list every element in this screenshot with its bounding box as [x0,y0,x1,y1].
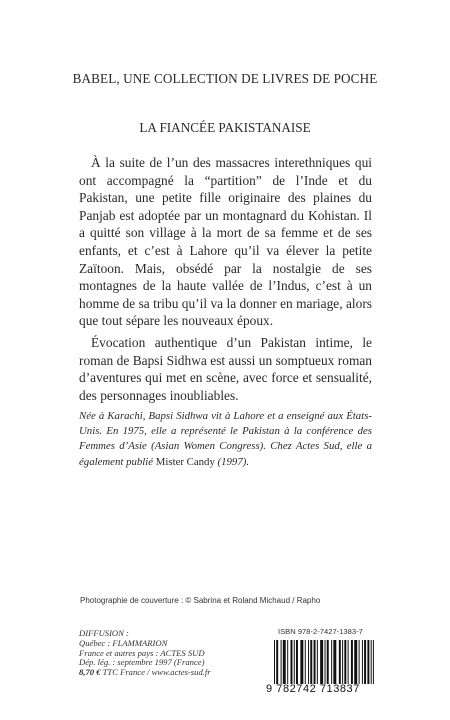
blurb-paragraph-2: Évocation authentique d’un Pakistan intime, le roman de Bapsi Sidhwa est aussi un somptueux roman d’aventures qui met en scène, avec force et sensualité, des personnages inoubliables. [79,334,372,403]
price-line [79,668,269,678]
distribution-label: DIFFUSION : [79,628,129,638]
author-bio [79,409,372,470]
price-details: TTC France / www.actes-sud.fr [100,667,211,678]
distribution-quebec: Québec : FLAMMARION [79,637,168,648]
bio-book-title: Mister Candy [155,455,215,468]
bio-text-2: (1997). [214,455,250,468]
distribution-info [79,629,269,678]
price: 8,70 € [79,667,101,678]
barcode-icon [274,640,374,684]
series-name: BABEL, UNE COLLECTION DE LIVRES DE POCHE [72,71,378,86]
isbn: ISBN 978-2-7427-1383-7 [278,627,363,636]
legal-deposit: Dép. lég. : septembre 1997 (France) [79,657,205,668]
barcode-digits: 9 782742 713837 [266,683,360,695]
bio-text-1: Née à Karachi, Bapsi Sidhwa vit à Lahore et a enseigné aux États-Unis. En 1975, elle a représenté le Pakistan à la conférence des Femmes d’Asie (Asian Women Congress). Chez Actes Sud, elle a également publié [79,410,372,468]
blurb-paragraph-1: À la suite de l’un des massacres interethniques qui ont accompagné la “partition” de l’Inde et du Pakistan, une petite fille originaire des plaines du Panjab est adoptée par un montagnard du Kohistan. Il a quitté son village à la mort de sa femme et de ses enfants, et c’est à Lahore qu’il va élever la petite Zaïtoon. Mais, obsédé par la nostalgie de ses montagnes de la haute vallée de l’Indus, c’est à un homme de sa tribu qu’il va la donner en mariage, alors que tout sépare les nouveaux époux. [79,155,372,329]
book-title: LA FIANCÉE PAKISTANAISE [139,120,311,135]
back-cover-blurb [79,154,372,408]
distribution-france: France et autres pays : ACTES SUD [79,647,205,658]
photo-credit: Photographie de couverture : © Sabrina et Roland Michaud / Rapho [80,596,321,605]
